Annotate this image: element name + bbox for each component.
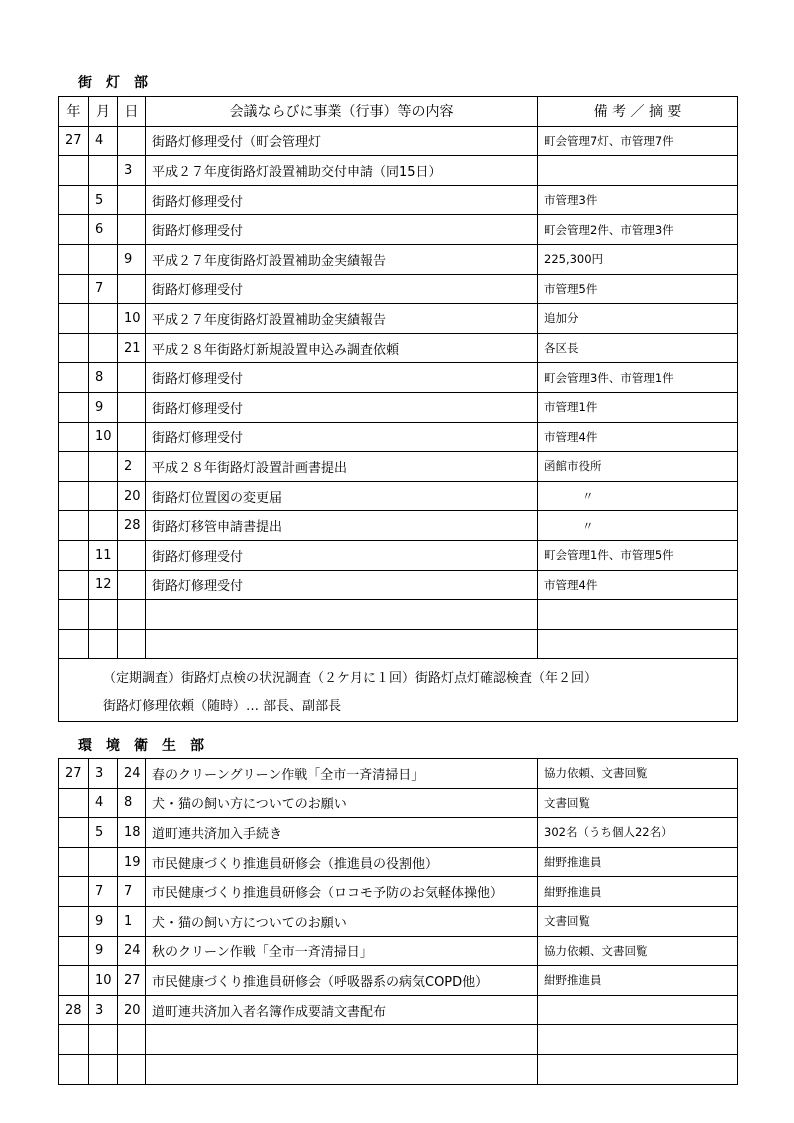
cell-notes: 市管理4件 [538,422,738,452]
cell-year [59,304,89,334]
table-row [59,392,738,422]
cell-month: 10 [89,966,118,996]
cell-notes: 町会管理2件、市管理3件 [538,215,738,245]
cell-day [118,422,146,452]
cell-content [146,1025,538,1055]
cell-day [118,1025,146,1055]
cell-notes: 市管理1件 [538,392,738,422]
cell-content: 街路灯修理受付 [146,422,538,452]
cell-day [118,1054,146,1084]
cell-notes: 協力依頼、文書回覧 [538,759,738,789]
cell-day: 24 [118,936,146,966]
cell-month [89,333,118,363]
cell-content: 市民健康づくり推進員研修会（推進員の役割他） [146,847,538,877]
table-row [59,215,738,245]
cell-month: 3 [89,995,118,1025]
cell-content: 平成２７年度街路灯設置補助金実績報告 [146,244,538,274]
cell-notes: 紺野推進員 [538,847,738,877]
cell-month: 11 [89,540,118,570]
header-content: 会議ならびに事業（行事）等の内容 [146,97,538,127]
cell-year: 28 [59,995,89,1025]
cell-year [59,511,89,541]
cell-year: 27 [59,759,89,789]
cell-day: 1 [118,906,146,936]
cell-notes: 町会管理3件、市管理1件 [538,363,738,393]
section-title-street-lights: 街灯部 [78,75,162,91]
cell-year [59,906,89,936]
cell-year [59,847,89,877]
cell-content: 街路灯修理受付 [146,540,538,570]
table-row [59,363,738,393]
cell-content: 街路灯移管申請書提出 [146,511,538,541]
table-row [59,936,738,966]
cell-year [59,629,89,659]
table-row [59,304,738,334]
table-row [59,126,738,156]
cell-day [118,600,146,630]
cell-month: 7 [89,877,118,907]
cell-year [59,1054,89,1084]
cell-notes: 市管理4件 [538,570,738,600]
cell-month [89,847,118,877]
cell-day: 19 [118,847,146,877]
cell-year [59,185,89,215]
cell-day [118,629,146,659]
cell-month: 9 [89,906,118,936]
cell-year [59,452,89,482]
cell-year [59,966,89,996]
table-row [59,481,738,511]
table-row [59,156,738,186]
table-row [59,1054,738,1084]
table-row [59,995,738,1025]
cell-content [146,1054,538,1084]
cell-day [118,185,146,215]
cell-month: 12 [89,570,118,600]
cell-month: 5 [89,185,118,215]
cell-month: 8 [89,363,118,393]
cell-month [89,1054,118,1084]
cell-content: 街路灯修理受付 [146,363,538,393]
cell-notes: 紺野推進員 [538,966,738,996]
cell-year [59,244,89,274]
cell-content: 街路灯修理受付 [146,185,538,215]
cell-content: 街路灯位置図の変更届 [146,481,538,511]
cell-day: 20 [118,481,146,511]
cell-notes: 各区長 [538,333,738,363]
cell-notes: 紺野推進員 [538,877,738,907]
cell-day: 2 [118,452,146,482]
section-title-environment-health: 環境衛生部 [78,738,218,754]
table-row [59,274,738,304]
cell-day: 20 [118,995,146,1025]
cell-content: 道町連共済加入者名簿作成要請文書配布 [146,995,538,1025]
cell-notes: 函館市役所 [538,452,738,482]
cell-month [89,304,118,334]
table-row [59,629,738,659]
cell-month [89,244,118,274]
cell-day: 28 [118,511,146,541]
table-row [59,847,738,877]
table-row [59,244,738,274]
cell-notes: 市管理5件 [538,274,738,304]
cell-content: 犬・猫の飼い方についてのお願い [146,906,538,936]
cell-content: 犬・猫の飼い方についてのお願い [146,788,538,818]
cell-content: 平成２８年街路灯新規設置申込み調査依頼 [146,333,538,363]
cell-year [59,1025,89,1055]
header-year: 年 [59,97,89,127]
footer-row [59,659,738,722]
cell-content: 平成２７年度街路灯設置補助交付申請（同15日） [146,156,538,186]
cell-year: 27 [59,126,89,156]
cell-notes: 追加分 [538,304,738,334]
table-row [59,759,738,789]
cell-notes [538,1025,738,1055]
cell-notes: 225,300円 [538,244,738,274]
cell-day: 18 [118,818,146,848]
cell-notes: 文書回覧 [538,788,738,818]
table-row [59,511,738,541]
cell-day: 21 [118,333,146,363]
cell-year [59,570,89,600]
cell-year [59,156,89,186]
cell-day [118,570,146,600]
street-lights-table [58,96,738,722]
table-row [59,333,738,363]
cell-month [89,481,118,511]
table-row [59,788,738,818]
cell-content: 街路灯修理受付（町会管理灯 [146,126,538,156]
cell-notes: 協力依頼、文書回覧 [538,936,738,966]
cell-month: 4 [89,126,118,156]
cell-notes: 町会管理7灯、市管理7件 [538,126,738,156]
cell-month [89,1025,118,1055]
cell-notes [538,600,738,630]
cell-content [146,600,538,630]
environment-health-table [58,758,738,1085]
cell-year [59,877,89,907]
cell-month [89,511,118,541]
table-header-row [59,97,738,127]
table-row [59,1025,738,1055]
cell-content [146,629,538,659]
table-row [59,185,738,215]
cell-notes [538,156,738,186]
cell-day [118,392,146,422]
cell-month: 7 [89,274,118,304]
cell-year [59,481,89,511]
cell-notes [538,1054,738,1084]
cell-month [89,452,118,482]
cell-content: 秋のクリーン作戦「全市一斉清掃日」 [146,936,538,966]
cell-year [59,215,89,245]
table-row [59,906,738,936]
cell-content: 街路灯修理受付 [146,274,538,304]
cell-year [59,936,89,966]
cell-notes: 文書回覧 [538,906,738,936]
table-row [59,540,738,570]
cell-day [118,215,146,245]
cell-content: 街路灯修理受付 [146,392,538,422]
cell-month: 3 [89,759,118,789]
cell-notes: 市管理3件 [538,185,738,215]
cell-day: 8 [118,788,146,818]
cell-day [118,126,146,156]
cell-day: 3 [118,156,146,186]
cell-year [59,788,89,818]
cell-month: 4 [89,788,118,818]
cell-notes: 〃 [538,481,738,511]
cell-content: 市民健康づくり推進員研修会（ロコモ予防のお気軽体操他） [146,877,538,907]
cell-notes [538,995,738,1025]
cell-year [59,600,89,630]
cell-month [89,629,118,659]
cell-day: 9 [118,244,146,274]
cell-content: 平成２８年街路灯設置計画書提出 [146,452,538,482]
cell-month: 9 [89,936,118,966]
footer-notes [59,659,738,722]
cell-notes [538,629,738,659]
cell-year [59,818,89,848]
cell-content: 街路灯修理受付 [146,570,538,600]
cell-year [59,392,89,422]
cell-day: 24 [118,759,146,789]
footer-line: （定期調査）街路灯点検の状況調査（２ケ月に１回）街路灯点灯確認検査（年２回） [103,671,598,687]
table-row [59,966,738,996]
cell-day [118,274,146,304]
table-row [59,422,738,452]
cell-day: 27 [118,966,146,996]
cell-year [59,422,89,452]
cell-year [59,274,89,304]
table-row [59,452,738,482]
table-row [59,877,738,907]
cell-content: 道町連共済加入手続き [146,818,538,848]
cell-day: 7 [118,877,146,907]
cell-notes: 町会管理1件、市管理5件 [538,540,738,570]
header-notes: 備 考 ／ 摘 要 [538,97,738,127]
cell-year [59,363,89,393]
cell-day [118,363,146,393]
cell-month: 5 [89,818,118,848]
cell-year [59,540,89,570]
table-row [59,570,738,600]
cell-month [89,600,118,630]
table-row [59,818,738,848]
table-row [59,600,738,630]
header-month: 月 [89,97,118,127]
cell-month: 6 [89,215,118,245]
header-day: 日 [118,97,146,127]
cell-day: 10 [118,304,146,334]
cell-month: 9 [89,392,118,422]
cell-year [59,333,89,363]
cell-notes: 〃 [538,511,738,541]
cell-month: 10 [89,422,118,452]
cell-content: 春のクリーングリーン作戦「全市一斉清掃日」 [146,759,538,789]
cell-content: 街路灯修理受付 [146,215,538,245]
cell-day [118,540,146,570]
footer-line: 街路灯修理依頼（随時）… 部長、副部長 [103,699,342,715]
cell-content: 平成２７年度街路灯設置補助金実績報告 [146,304,538,334]
cell-notes: 302名（うち個人22名） [538,818,738,848]
cell-month [89,156,118,186]
cell-content: 市民健康づくり推進員研修会（呼吸器系の病気COPD他） [146,966,538,996]
